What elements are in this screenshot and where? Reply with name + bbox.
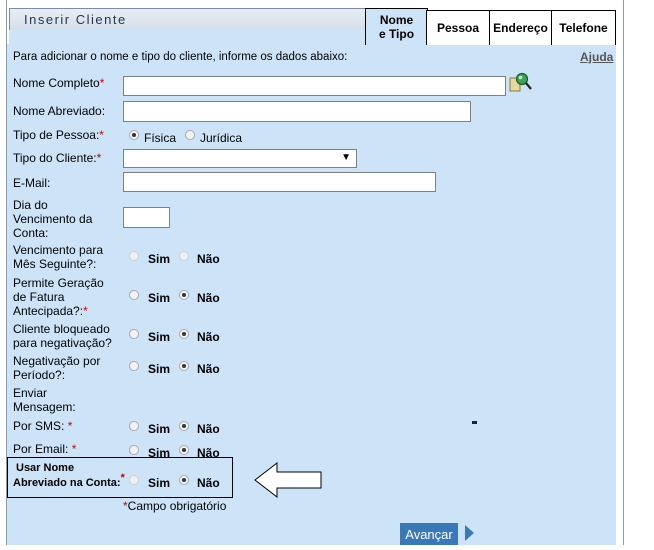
cliente-bloqueado-nao-label: Não — [197, 330, 220, 344]
cliente-bloqueado-nao-radio[interactable] — [179, 329, 189, 339]
search-icon[interactable] — [508, 70, 534, 94]
window-title: Inserir Cliente — [24, 12, 127, 27]
usar-nome-line1: Usar Nome — [16, 462, 75, 474]
dia-vencimento-line2: Vencimento da — [13, 212, 93, 226]
vencimento-mes-nao-radio[interactable] — [179, 251, 189, 261]
por-email-sim-radio[interactable] — [129, 445, 139, 455]
juridica-label: Jurídica — [200, 131, 243, 145]
chevron-right-icon[interactable] — [465, 525, 474, 541]
sms-sim-radio[interactable] — [129, 421, 139, 431]
sms-nao-radio[interactable] — [179, 421, 189, 431]
tab-nome-tipo-line2: e Tipo — [378, 27, 415, 41]
dia-vencimento-line3: Conta: — [13, 226, 49, 240]
tab-pessoa[interactable] — [426, 10, 490, 45]
usar-nome-label — [13, 461, 125, 491]
vencimento-mes-line1: Vencimento para — [13, 243, 104, 257]
permite-geracao-line2: de Fatura — [13, 290, 65, 304]
title-connector — [9, 30, 366, 44]
permite-geracao-nao-label: Não — [197, 291, 220, 305]
tipo-pessoa-text: Tipo de Pessoa: — [13, 128, 100, 142]
por-email-label — [13, 442, 76, 456]
nome-abreviado-label: Nome Abreviado: — [13, 104, 106, 118]
por-email-nao-radio[interactable] — [179, 445, 189, 455]
required-mark: * — [123, 499, 128, 513]
required-note — [123, 499, 226, 513]
vencimento-mes-line2: Mês Seguinte?: — [13, 257, 97, 271]
juridica-radio[interactable] — [185, 130, 195, 140]
chevron-down-icon: ▼ — [341, 152, 351, 163]
email-label: E-Mail: — [13, 176, 51, 190]
nome-completo-input[interactable] — [123, 76, 506, 96]
nome-completo-label — [13, 76, 104, 90]
cursor-mark — [472, 421, 477, 424]
permite-geracao-sim-radio[interactable] — [129, 290, 139, 300]
enviar-mensagem-line2: Mensagem: — [13, 400, 76, 414]
window-title-bar — [9, 8, 367, 31]
permite-geracao-nao-radio[interactable] — [179, 290, 189, 300]
cliente-bloqueado-label — [13, 322, 112, 350]
enviar-mensagem-label — [13, 386, 76, 414]
negativacao-nao-radio[interactable] — [179, 361, 189, 371]
sms-text: Por SMS: — [13, 419, 68, 433]
tipo-cliente-label — [13, 151, 101, 165]
negativacao-sim-label: Sim — [148, 362, 171, 376]
dia-vencimento-line1: Dia do — [13, 198, 48, 212]
por-email-text: Por Email: — [13, 442, 72, 456]
usar-nome-nao-radio[interactable] — [179, 475, 189, 485]
required-mark: * — [120, 472, 125, 484]
cliente-bloqueado-line2: para negativação? — [13, 336, 112, 350]
usar-nome-nao-label: Não — [197, 476, 220, 490]
fisica-radio[interactable] — [129, 130, 139, 140]
tab-telefone-label: Telefone — [559, 21, 608, 35]
required-mark: * — [67, 419, 73, 433]
cliente-bloqueado-line1: Cliente bloqueado — [13, 322, 110, 336]
negativacao-line2: Período?: — [13, 368, 66, 382]
vencimento-mes-label — [13, 243, 103, 271]
vencimento-mes-nao-label: Não — [197, 252, 220, 266]
por-email-sim-label: Sim — [148, 446, 171, 460]
permite-geracao-line3: Antecipada?: — [13, 304, 84, 318]
help-link[interactable]: Ajuda — [580, 50, 614, 64]
tab-nome-tipo[interactable] — [365, 8, 428, 45]
avancar-button[interactable]: Avançar — [400, 523, 458, 545]
fisica-label: Física — [144, 131, 177, 145]
tab-endereco[interactable] — [489, 10, 552, 45]
required-note-text: Campo obrigatório — [127, 499, 227, 513]
required-mark: * — [99, 76, 105, 90]
cliente-bloqueado-sim-label: Sim — [148, 330, 171, 344]
dia-vencimento-input[interactable] — [123, 207, 170, 228]
tipo-cliente-select[interactable] — [123, 149, 357, 168]
negativacao-label — [13, 354, 100, 382]
por-email-nao-label: Não — [197, 446, 220, 460]
required-mark: * — [99, 128, 104, 142]
usar-nome-sim-radio[interactable] — [129, 475, 139, 485]
cliente-bloqueado-sim-radio[interactable] — [129, 329, 139, 339]
arrow-left-icon — [253, 461, 323, 499]
tab-pessoa-label: Pessoa — [436, 21, 480, 35]
negativacao-nao-label: Não — [197, 362, 220, 376]
intro-text: Para adicionar o nome e tipo do cliente, informe os dados abaixo: — [13, 51, 348, 63]
enviar-mensagem-line1: Enviar — [13, 386, 48, 400]
sms-sim-label: Sim — [148, 422, 171, 436]
tab-nome-tipo-line1: Nome — [379, 13, 414, 27]
sms-label — [13, 419, 72, 433]
usar-nome-line2: Abreviado na Conta: — [13, 477, 121, 489]
tab-telefone[interactable] — [551, 10, 616, 45]
permite-geracao-label — [13, 276, 104, 318]
email-input[interactable] — [123, 172, 436, 192]
tipo-pessoa-label — [13, 128, 104, 142]
dia-vencimento-label — [13, 198, 92, 240]
nome-abreviado-input[interactable] — [123, 101, 471, 122]
permite-geracao-line1: Permite Geração — [13, 276, 104, 290]
required-mark: * — [83, 304, 88, 318]
required-mark: * — [96, 151, 102, 165]
negativacao-sim-radio[interactable] — [129, 361, 139, 371]
vencimento-mes-sim-radio[interactable] — [129, 251, 139, 261]
permite-geracao-sim-label: Sim — [148, 291, 171, 305]
usar-nome-sim-label: Sim — [148, 476, 171, 490]
negativacao-line1: Negativação por — [13, 354, 101, 368]
required-mark: * — [71, 442, 77, 456]
sms-nao-label: Não — [197, 422, 220, 436]
nome-completo-text: Nome Completo — [13, 76, 100, 90]
tab-endereco-label: Endereço — [493, 21, 548, 35]
vencimento-mes-sim-label: Sim — [148, 252, 171, 266]
tipo-cliente-text: Tipo do Cliente: — [13, 151, 97, 165]
